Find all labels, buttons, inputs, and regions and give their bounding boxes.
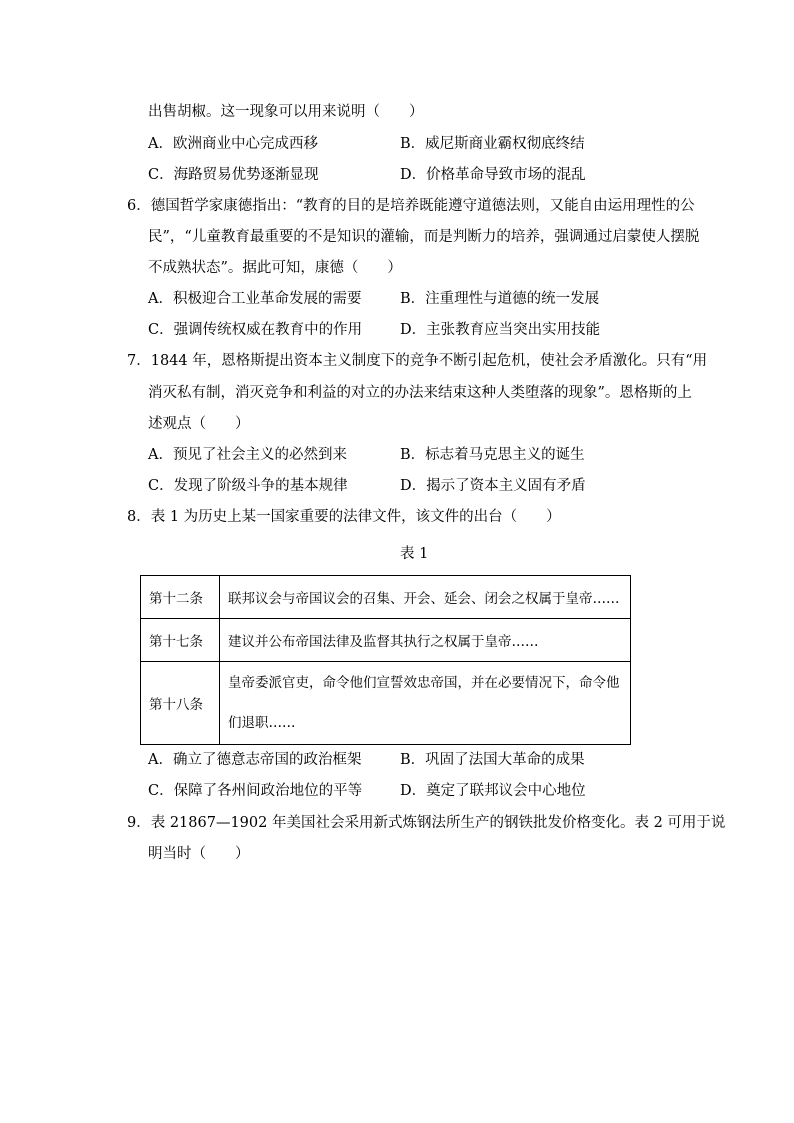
q8-option-b[interactable]: B．巩固了法国大革命的成果	[400, 752, 585, 768]
q7-stem-line-2: 消灭私有制，消灭竞争和利益的对立的办法来结束这种人类堕落的现象”。恩格斯的上	[148, 385, 692, 401]
q8-option-a[interactable]: A．确立了德意志帝国的政治框架	[148, 752, 362, 768]
q6-option-d[interactable]: D．主张教育应当突出实用技能	[400, 322, 601, 338]
q5-option-b[interactable]: B．威尼斯商业霸权彻底终结	[400, 136, 585, 152]
q7-stem-line-3: 述观点（ ）	[148, 416, 250, 432]
q6-option-c[interactable]: C．强调传统权威在教育中的作用	[148, 322, 363, 338]
article-number: 第十八条	[141, 662, 220, 745]
q6-stem-line-3: 不成熟状态”。据此可知，康德（ ）	[148, 260, 402, 276]
q7-stem-line-1: 7．1844 年，恩格斯提出资本主义制度下的竞争不断引起危机，使社会矛盾激化。只有“用	[127, 353, 708, 369]
table-row	[141, 619, 631, 662]
q5-stem-continuation: 出售胡椒。这一现象可以用来说明（ ）	[148, 104, 424, 120]
q5-option-a[interactable]: A．欧洲商业中心完成西移	[148, 136, 318, 152]
q6-option-b[interactable]: B．注重理性与道德的统一发展	[400, 291, 600, 307]
q8-option-d[interactable]: D．奠定了联邦议会中心地位	[400, 783, 586, 799]
q7-option-d[interactable]: D．揭示了资本主义固有矛盾	[400, 478, 586, 494]
q7-option-c[interactable]: C．发现了阶级斗争的基本规律	[148, 478, 348, 494]
article-number: 第十七条	[141, 619, 220, 662]
q5-option-d[interactable]: D．价格革命导致市场的混乱	[400, 167, 586, 183]
q9-stem-line-2: 明当时（ ）	[148, 846, 250, 862]
q9-stem-line-1: 9．表 21867—1902 年美国社会采用新式炼钢法所生产的钢铁批发价格变化。表 2 可用于说	[127, 815, 726, 831]
article-text: 联邦议会与帝国议会的召集、开会、延会、闭会之权属于皇帝……	[220, 576, 631, 619]
article-text: 皇帝委派官吏，命令他们宣誓效忠帝国，并在必要情况下，命令他们退职……	[220, 662, 631, 745]
q8-option-c[interactable]: C．保障了各州间政治地位的平等	[148, 783, 363, 799]
q6-stem-line-1: 6．德国哲学家康德指出：“教育的目的是培养既能遵守道德法则，又能自由运用理性的公	[127, 198, 695, 214]
table-1-caption: 表 1	[400, 546, 429, 562]
q8-stem-line-1: 8．表 1 为历史上某一国家重要的法律文件，该文件的出台（ ）	[127, 509, 561, 525]
law-articles-table	[140, 575, 631, 745]
article-number: 第十二条	[141, 576, 220, 619]
q7-option-b[interactable]: B．标志着马克思主义的诞生	[400, 447, 585, 463]
table-row	[141, 576, 631, 619]
table-row	[141, 662, 631, 745]
q5-option-c[interactable]: C．海路贸易优势逐渐显现	[148, 167, 319, 183]
q7-option-a[interactable]: A．预见了社会主义的必然到来	[148, 447, 347, 463]
article-text: 建议并公布帝国法律及监督其执行之权属于皇帝……	[220, 619, 631, 662]
q6-stem-line-2: 民”，“儿童教育最重要的不是知识的灌输，而是判断力的培养，强调通过启蒙使人摆脱	[148, 229, 700, 245]
q6-option-a[interactable]: A．积极迎合工业革命发展的需要	[148, 291, 362, 307]
